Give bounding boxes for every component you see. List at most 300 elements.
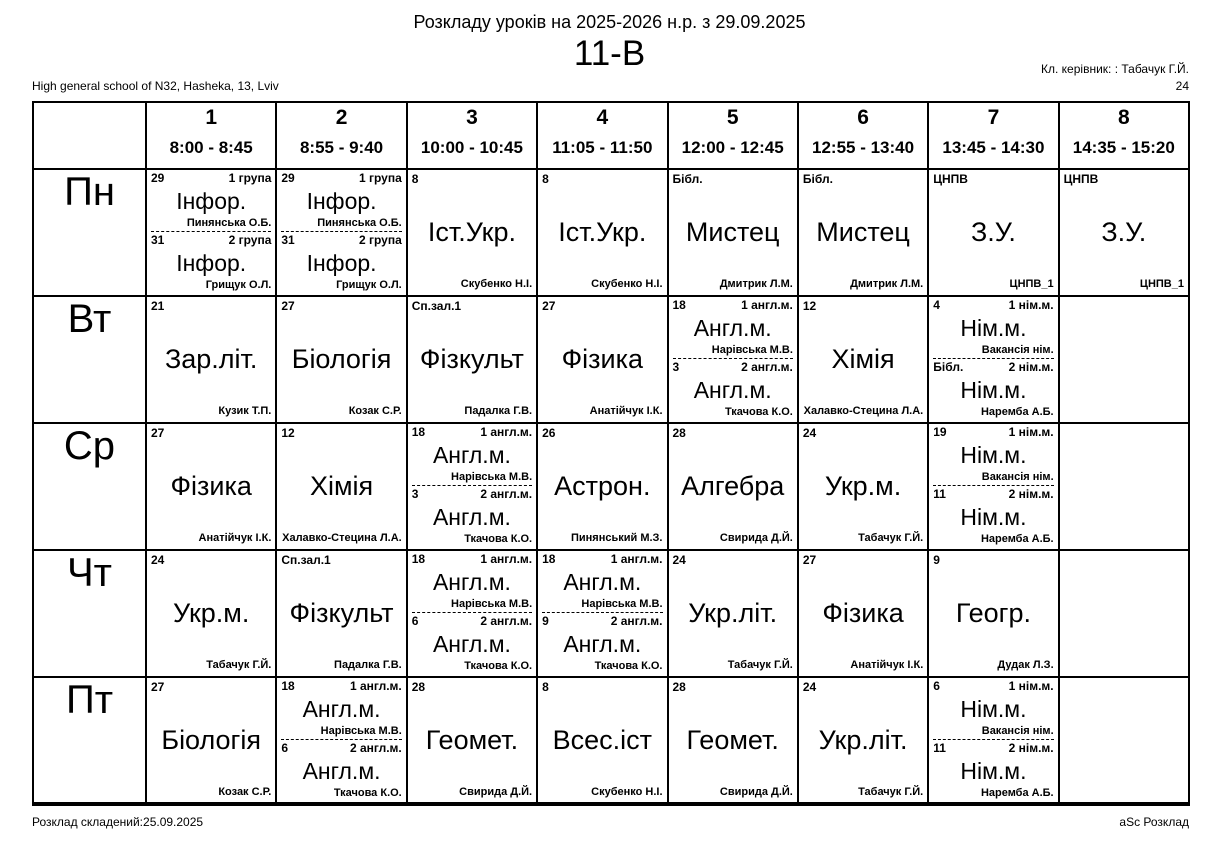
lesson-teacher: Свирида Д.Й.	[459, 786, 533, 798]
single-lesson	[799, 424, 927, 547]
lesson-room: 3	[411, 487, 419, 501]
period-number: 8	[1117, 106, 1130, 129]
lesson-room: Сп.зал.1	[281, 553, 331, 567]
group-part	[933, 297, 1053, 358]
lesson-cell	[407, 423, 537, 550]
lesson-room: ЦНПВ	[933, 172, 968, 186]
day-row	[33, 677, 1189, 804]
lesson-room: 18	[411, 425, 426, 439]
group-part	[933, 739, 1053, 801]
lesson-room: 9	[933, 553, 940, 567]
lesson-room: 8	[411, 172, 419, 186]
lesson-teacher: Наремба А.Б.	[980, 787, 1054, 799]
lesson-teacher: Халавко-Стецина Л.А.	[803, 405, 924, 417]
single-lesson	[799, 678, 927, 801]
lesson-room: 12	[281, 426, 295, 440]
day-row	[33, 550, 1189, 677]
period-time: 12:55 - 13:40	[812, 138, 915, 157]
lesson-subject: Всес.іст	[552, 725, 653, 755]
lesson-teacher: Дмитрик Л.М.	[719, 278, 793, 290]
class-teacher-label: Кл. керівник: : Табачук Г.Й.	[1041, 62, 1189, 76]
lesson-teacher: Наремба А.Б.	[980, 533, 1054, 545]
group-part-head	[412, 552, 532, 566]
lesson-room: 26	[542, 426, 556, 440]
lesson-subject: Фізика	[561, 344, 644, 374]
lesson-teacher: Козак С.Р.	[348, 405, 402, 417]
lesson-cell	[668, 423, 798, 550]
lesson-room: 27	[802, 553, 817, 567]
single-lesson	[669, 551, 797, 674]
lesson-subject: Інфор.	[306, 187, 377, 214]
group-part	[412, 485, 532, 547]
lesson-teacher: Ткачова К.О.	[333, 787, 402, 799]
lesson-room: 9	[542, 614, 549, 628]
lesson-subject: Укр.літ.	[818, 725, 908, 755]
lesson-cell	[798, 550, 928, 677]
group-part-head	[281, 171, 401, 185]
single-lesson	[799, 551, 927, 674]
lesson-room: 11	[933, 487, 946, 501]
lesson-cell	[537, 677, 667, 804]
period-number: 4	[596, 106, 609, 129]
lesson-subject: Астрон.	[554, 471, 651, 501]
lesson-teacher: Нарівська М.В.	[320, 725, 402, 737]
lesson-group: 1 англ.м.	[480, 552, 533, 566]
split-lesson	[538, 551, 666, 674]
period-header-cell	[1059, 102, 1189, 169]
group-part-head	[933, 298, 1053, 312]
lesson-subject: Геомет.	[686, 725, 779, 755]
group-part-head	[933, 679, 1053, 693]
single-lesson	[799, 297, 927, 420]
lesson-subject: Мистец	[685, 217, 780, 247]
single-lesson	[408, 678, 536, 801]
lesson-subject: Фізкульт	[419, 344, 524, 374]
lesson-teacher: Грищук О.Л.	[336, 279, 402, 291]
lesson-group: 2 англ.м.	[480, 614, 533, 628]
school-name: High general school of N32, Hasheka, 13, Lviv	[32, 79, 279, 93]
split-lesson	[277, 170, 405, 293]
lesson-teacher: Табачук Г.Й.	[206, 659, 272, 671]
group-part-head	[933, 425, 1053, 439]
lesson-cell	[537, 169, 667, 296]
lesson-room: Бібл.	[802, 172, 833, 186]
lesson-teacher: Вакансія нім.	[981, 344, 1054, 356]
lesson-teacher: Вакансія нім.	[981, 471, 1054, 483]
group-part-head	[673, 298, 793, 312]
lesson-subject: Біологія	[291, 344, 392, 374]
lesson-cell	[798, 296, 928, 423]
split-lesson	[929, 424, 1057, 547]
lesson-subject: Укр.м.	[824, 471, 902, 501]
lesson-cell	[668, 677, 798, 804]
group-part	[673, 358, 793, 420]
group-part-head	[281, 741, 401, 755]
lesson-room: 8	[542, 172, 549, 186]
single-lesson	[147, 297, 275, 420]
lesson-cell	[928, 423, 1058, 550]
lesson-teacher: Анатійчук І.К.	[198, 532, 272, 544]
lesson-cell	[276, 423, 406, 550]
group-part	[933, 358, 1053, 420]
lesson-room: 12	[802, 299, 817, 313]
single-lesson	[277, 424, 405, 547]
day-label: Ср	[33, 423, 146, 550]
period-number: 6	[857, 106, 869, 129]
lesson-subject: Хімія	[831, 344, 895, 374]
lesson-cell	[928, 550, 1058, 677]
lesson-cell	[928, 677, 1058, 804]
group-part-head	[412, 614, 532, 628]
lesson-teacher: Ткачова К.О.	[464, 660, 533, 672]
lesson-group: 1 англ.м.	[610, 552, 663, 566]
lesson-cell	[668, 169, 798, 296]
lesson-room: 18	[672, 298, 686, 312]
group-part	[412, 424, 532, 485]
lesson-room: 27	[151, 680, 165, 694]
day-label: Чт	[33, 550, 146, 677]
single-lesson	[277, 551, 405, 674]
lesson-group: 2 англ.м.	[610, 614, 663, 628]
lesson-cell	[928, 169, 1058, 296]
period-header-cell	[798, 102, 928, 169]
lesson-cell	[407, 169, 537, 296]
period-number: 5	[726, 106, 739, 129]
lesson-subject: Інфор.	[176, 249, 247, 276]
lesson-room: 21	[151, 299, 165, 313]
lesson-group: 1 група	[228, 171, 272, 185]
period-time: 12:00 - 12:45	[681, 138, 784, 157]
lesson-group: 2 англ.м.	[480, 487, 533, 501]
lesson-teacher: Ткачова К.О.	[724, 406, 793, 418]
lesson-cell	[407, 550, 537, 677]
single-lesson	[669, 678, 797, 801]
lesson-teacher: Нарівська М.В.	[711, 344, 793, 356]
lesson-subject: Англ.м.	[693, 314, 772, 341]
lesson-cell	[407, 296, 537, 423]
group-part-head	[933, 360, 1053, 374]
lesson-cell	[537, 296, 667, 423]
lesson-room: 18	[411, 552, 426, 566]
group-part-head	[281, 679, 401, 693]
single-lesson	[799, 170, 927, 293]
lesson-cell	[407, 677, 537, 804]
lesson-room: 28	[672, 680, 686, 694]
footer-app-name: aSc Розклад	[1119, 815, 1189, 829]
group-part	[281, 739, 401, 801]
lesson-group: 1 нім.м.	[1008, 679, 1054, 693]
class-name: 11-В	[573, 34, 646, 73]
group-part	[933, 424, 1053, 485]
lesson-group: 1 нім.м.	[1008, 298, 1054, 312]
period-header-cell	[668, 102, 798, 169]
lesson-subject: Англ.м.	[302, 695, 381, 722]
group-part-head	[151, 233, 271, 247]
lesson-group: 2 англ.м.	[741, 360, 793, 374]
lesson-group: 1 група	[358, 171, 402, 185]
lesson-subject: Укр.літ.	[688, 598, 778, 628]
lesson-group: 1 англ.м.	[741, 298, 793, 312]
lesson-room: 24	[802, 426, 817, 440]
page-header	[0, 0, 1219, 101]
split-lesson	[408, 424, 536, 547]
timetable	[32, 101, 1190, 806]
lesson-teacher: Пинянська О.Б.	[317, 217, 402, 229]
lesson-teacher: Падалка Г.В.	[334, 659, 402, 671]
group-part-head	[933, 487, 1053, 501]
lesson-room: 3	[672, 360, 680, 374]
lesson-subject: З.У.	[970, 217, 1016, 247]
group-part	[412, 551, 532, 612]
empty-cell	[1059, 296, 1189, 423]
single-lesson	[408, 170, 536, 293]
lesson-room: 31	[151, 233, 165, 247]
single-lesson	[538, 678, 666, 801]
lesson-room: 4	[933, 298, 940, 312]
lesson-group: 2 група	[228, 233, 272, 247]
lesson-teacher: Свирида Д.Й.	[719, 532, 793, 544]
lesson-teacher: ЦНПВ_1	[1139, 278, 1184, 290]
lesson-teacher: Анатійчук І.К.	[589, 405, 663, 417]
lesson-room: Бібл.	[672, 172, 703, 186]
lesson-teacher: Скубенко Н.І.	[460, 278, 533, 290]
single-lesson	[669, 170, 797, 293]
period-number: 3	[466, 106, 478, 129]
group-part-head	[673, 360, 793, 374]
lesson-teacher: Ткачова К.О.	[464, 533, 533, 545]
lesson-subject: Іст.Укр.	[558, 217, 647, 247]
lesson-teacher: Скубенко Н.І.	[591, 786, 663, 798]
group-part	[281, 678, 401, 739]
lesson-subject: Біологія	[161, 725, 262, 755]
lesson-room: 18	[542, 552, 556, 566]
lesson-room: 28	[672, 426, 686, 440]
group-part-head	[933, 741, 1053, 755]
lesson-room: Сп.зал.1	[411, 299, 462, 313]
group-part	[542, 551, 662, 612]
lesson-subject: Інфор.	[176, 187, 247, 214]
lesson-room: 31	[281, 233, 295, 247]
lesson-room: 27	[151, 426, 165, 440]
lesson-group: 2 група	[358, 233, 402, 247]
split-lesson	[929, 678, 1057, 801]
lesson-room: 11	[933, 741, 946, 755]
period-header-cell	[276, 102, 406, 169]
period-time: 13:45 - 14:30	[942, 138, 1045, 157]
lesson-subject: Нім.м.	[960, 376, 1027, 403]
group-part	[673, 297, 793, 358]
lesson-teacher: Пинянська О.Б.	[186, 217, 272, 229]
lesson-teacher: Нарівська М.В.	[451, 471, 533, 483]
page-title: Розкладу уроків на 2025-2026 н.р. з 29.09.2025	[413, 12, 806, 32]
lesson-room: 24	[151, 553, 165, 567]
lesson-cell	[146, 550, 276, 677]
lesson-group: 1 англ.м.	[349, 679, 402, 693]
lesson-room: 19	[933, 425, 947, 439]
split-lesson	[408, 551, 536, 674]
lesson-subject: Англ.м.	[432, 503, 511, 530]
lesson-group: 1 нім.м.	[1008, 425, 1054, 439]
period-time: 10:00 - 10:45	[420, 138, 523, 157]
lesson-cell	[276, 550, 406, 677]
lesson-cell	[276, 169, 406, 296]
empty-cell	[1059, 677, 1189, 804]
period-number: 2	[335, 106, 348, 129]
lesson-room: 28	[411, 680, 426, 694]
lesson-teacher: Падалка Г.В.	[464, 405, 533, 417]
lesson-subject: Англ.м.	[302, 757, 381, 784]
group-part-head	[412, 425, 532, 439]
period-header-row	[33, 102, 1189, 169]
day-label: Вт	[33, 296, 146, 423]
lesson-cell	[146, 423, 276, 550]
footer-created-date: Розклад складений:25.09.2025	[32, 815, 204, 829]
group-part-head	[412, 487, 532, 501]
lesson-cell	[928, 296, 1058, 423]
lesson-subject: Мистец	[816, 217, 910, 247]
empty-cell	[1059, 423, 1189, 550]
period-header-cell	[928, 102, 1058, 169]
lesson-subject: Фізика	[822, 598, 904, 628]
lesson-subject: Нім.м.	[960, 757, 1027, 784]
period-time: 8:55 - 9:40	[299, 138, 384, 157]
lesson-teacher: Табачук Г.Й.	[858, 532, 924, 544]
split-lesson	[147, 170, 275, 293]
group-part-head	[542, 614, 662, 628]
lesson-room: 18	[281, 679, 295, 693]
empty-cell	[1059, 550, 1189, 677]
lesson-group: 2 нім.м.	[1008, 360, 1054, 374]
lesson-room: Бібл.	[933, 360, 964, 374]
day-row	[33, 296, 1189, 423]
group-part	[151, 231, 271, 293]
lesson-room: 6	[411, 614, 419, 628]
lesson-room: 27	[542, 299, 556, 313]
group-part	[933, 678, 1053, 739]
lesson-teacher: Пинянський М.З.	[570, 532, 663, 544]
lesson-subject: Англ.м.	[432, 441, 511, 468]
page-number: 24	[1175, 79, 1189, 93]
lesson-cell	[276, 677, 406, 804]
lesson-teacher: Дмитрик Л.М.	[850, 278, 924, 290]
lesson-subject: Хімія	[309, 471, 374, 501]
lesson-teacher: Грищук О.Л.	[205, 279, 272, 291]
period-header-cell	[407, 102, 537, 169]
group-part-head	[542, 552, 662, 566]
group-part	[933, 485, 1053, 547]
lesson-subject: Алгебра	[681, 471, 785, 501]
lesson-cell	[537, 550, 667, 677]
split-lesson	[929, 297, 1057, 420]
single-lesson	[669, 424, 797, 547]
single-lesson	[929, 551, 1057, 674]
split-lesson	[277, 678, 405, 801]
lesson-room: 27	[281, 299, 295, 313]
lesson-subject: Зар.літ.	[164, 344, 258, 374]
lesson-teacher: Халавко-Стецина Л.А.	[282, 532, 402, 544]
group-part	[151, 170, 271, 231]
lesson-teacher: Табачук Г.Й.	[858, 786, 924, 798]
lesson-subject: Нім.м.	[960, 314, 1027, 341]
lesson-subject: Нім.м.	[960, 503, 1027, 530]
lesson-teacher: Ткачова К.О.	[594, 660, 663, 672]
lesson-room: 29	[281, 171, 295, 185]
group-part	[412, 612, 532, 674]
single-lesson	[538, 424, 666, 547]
lesson-subject: Нім.м.	[960, 441, 1027, 468]
lesson-subject: З.У.	[1101, 217, 1147, 247]
lesson-cell	[798, 677, 928, 804]
single-lesson	[1060, 170, 1188, 293]
lesson-cell	[798, 423, 928, 550]
lesson-room: 24	[802, 680, 817, 694]
period-header-cell	[146, 102, 276, 169]
lesson-teacher: Свирида Д.Й.	[719, 786, 793, 798]
lesson-room: 6	[281, 741, 289, 755]
lesson-subject: Англ.м.	[563, 630, 642, 657]
lesson-group: 2 англ.м.	[349, 741, 402, 755]
lesson-subject: Інфор.	[306, 249, 377, 276]
single-lesson	[929, 170, 1057, 293]
lesson-subject: Укр.м.	[173, 598, 250, 628]
single-lesson	[538, 297, 666, 420]
lesson-group: 2 нім.м.	[1008, 487, 1054, 501]
lesson-cell	[798, 169, 928, 296]
group-part-head	[151, 171, 271, 185]
lesson-cell	[276, 296, 406, 423]
lesson-cell	[668, 550, 798, 677]
lesson-subject: Англ.м.	[563, 568, 642, 595]
lesson-subject: Геомет.	[425, 725, 519, 755]
lesson-subject: Англ.м.	[432, 568, 511, 595]
single-lesson	[147, 678, 275, 801]
lesson-teacher: Наремба А.Б.	[980, 406, 1054, 418]
lesson-teacher: Вакансія нім.	[981, 725, 1054, 737]
lesson-teacher: ЦНПВ_1	[1009, 278, 1054, 290]
lesson-teacher: Дудак Л.З.	[997, 659, 1054, 671]
lesson-cell	[146, 169, 276, 296]
lesson-subject: Геогр.	[955, 598, 1032, 628]
lesson-group: 1 англ.м.	[480, 425, 533, 439]
single-lesson	[147, 551, 275, 674]
lesson-group: 2 нім.м.	[1008, 741, 1054, 755]
lesson-cell	[146, 296, 276, 423]
lesson-subject: Нім.м.	[960, 695, 1027, 722]
lesson-teacher: Нарівська М.В.	[581, 598, 663, 610]
group-part	[281, 231, 401, 293]
single-lesson	[408, 297, 536, 420]
lesson-teacher: Скубенко Н.І.	[591, 278, 663, 290]
lesson-room: ЦНПВ	[1063, 172, 1099, 186]
group-part	[281, 170, 401, 231]
lesson-subject: Фізика	[170, 471, 252, 501]
period-number: 1	[205, 106, 218, 129]
corner-cell	[33, 102, 146, 169]
lesson-teacher: Табачук Г.Й.	[727, 659, 793, 671]
lesson-teacher: Нарівська М.В.	[451, 598, 533, 610]
period-time: 8:00 - 8:45	[169, 138, 253, 157]
lesson-cell	[537, 423, 667, 550]
lesson-teacher: Кузик Т.П.	[218, 405, 272, 417]
day-row	[33, 169, 1189, 296]
lesson-subject: Фізкульт	[289, 598, 394, 628]
day-label: Пн	[33, 169, 146, 296]
single-lesson	[538, 170, 666, 293]
lesson-cell	[668, 296, 798, 423]
lesson-subject: Іст.Укр.	[427, 217, 517, 247]
period-number: 7	[987, 106, 1000, 129]
period-time: 14:35 - 15:20	[1072, 138, 1175, 157]
